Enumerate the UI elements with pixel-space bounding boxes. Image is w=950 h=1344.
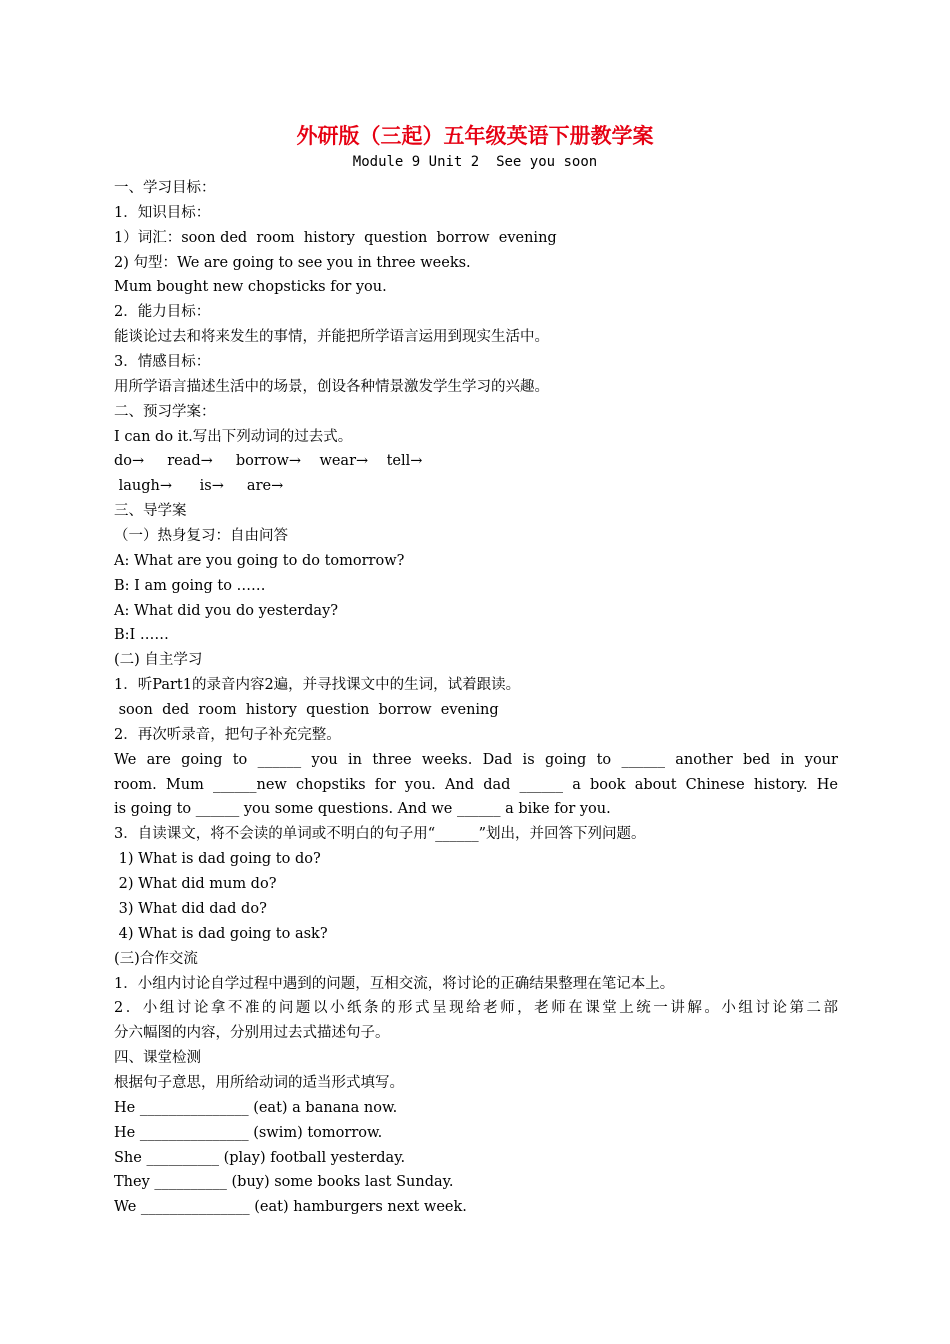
document-body (114, 176, 838, 1220)
text-line: 二、预习学案： (114, 403, 216, 420)
document-title: 外研版（三起）五年级英语下册教学案 (296, 123, 654, 148)
text-line: 1．知识目标： (114, 204, 211, 221)
text-line: 1) What is dad going to do? (114, 851, 321, 868)
text-line: A: What are you going to do tomorrow? (114, 552, 405, 569)
text-line: (二) 自主学习 (114, 652, 203, 669)
text-line: 1）词汇：soon ded room history question borrow evening (114, 229, 557, 246)
text-line: 2．小组讨论拿不准的问题以小纸条的形式呈现给老师，老师在课堂上统一讲解。小组讨论第二部 (114, 1000, 838, 1017)
text-line: 3．情感目标： (114, 354, 211, 371)
text-line: 2．再次听录音，把句子补充完整。 (114, 726, 341, 743)
text-line: 根据句子意思，用所给动词的适当形式填写。 (114, 1074, 404, 1091)
text-line: He _______________ (swim) tomorrow. (114, 1124, 383, 1141)
text-line: We _______________ (eat) hamburgers next week. (114, 1199, 467, 1216)
text-line: 三、导学案 (114, 503, 187, 520)
text-line: 3) What did dad do? (114, 900, 267, 917)
text-line: Mum bought new chopsticks for you. (114, 279, 387, 296)
text-line: 2．能力目标： (114, 304, 211, 321)
text-line: We are going to ______ you in three weeks. Dad is going to ______ another bed in your (114, 751, 838, 768)
text-line: soon ded room history question borrow evening (114, 702, 499, 719)
text-line: A: What did you do yesterday? (114, 602, 339, 619)
text-line: He _______________ (eat) a banana now. (114, 1099, 398, 1116)
text-line: do→ read→ borrow→ wear→ tell→ (114, 453, 423, 470)
text-line: B:I …… (114, 627, 169, 644)
text-line: 2) 句型：We are going to see you in three weeks. (114, 254, 471, 271)
text-line: 1．小组内讨论自学过程中遇到的问题，互相交流，将讨论的正确结果整理在笔记本上。 (114, 975, 675, 992)
text-line: laugh→ is→ are→ (114, 478, 284, 495)
text-line: She __________ (play) football yesterday. (114, 1149, 406, 1166)
text-line: B: I am going to …… (114, 577, 266, 594)
text-line: 2) What did mum do? (114, 876, 277, 893)
text-line: 能谈论过去和将来发生的事情，并能把所学语言运用到现实生活中。 (114, 329, 549, 346)
text-line: （一）热身复习：自由问答 (114, 528, 288, 545)
text-line: 一、学习目标： (114, 180, 216, 196)
text-line: 4) What is dad going to ask? (114, 925, 328, 942)
text-line: 3．自读课文，将不会读的单词或不明白的句子用“______”划出，并回答下列问题。 (114, 826, 646, 843)
text-line: 1．听Part1的录音内容2遍，并寻找课文中的生词，试着跟读。 (114, 677, 521, 694)
text-line: (三)合作交流 (114, 950, 198, 967)
text-line: 分六幅图的内容，分别用过去式描述句子。 (114, 1025, 390, 1042)
text-line: I can do it.写出下列动词的过去式。 (114, 428, 353, 445)
text-line: They __________ (buy) some books last Sunday. (114, 1174, 454, 1191)
text-line: is going to ______ you some questions. And we ______ a bike for you. (114, 801, 611, 818)
text-line: 用所学语言描述生活中的场景，创设各种情景激发学生学习的兴趣。 (114, 378, 549, 395)
text-line: 四、课堂检测 (114, 1050, 201, 1067)
document-subtitle: Module 9 Unit 2 See you soon (352, 154, 598, 170)
text-line: room. Mum ______new chopstiks for you. And dad ______ a book about Chinese history. He (114, 776, 838, 793)
